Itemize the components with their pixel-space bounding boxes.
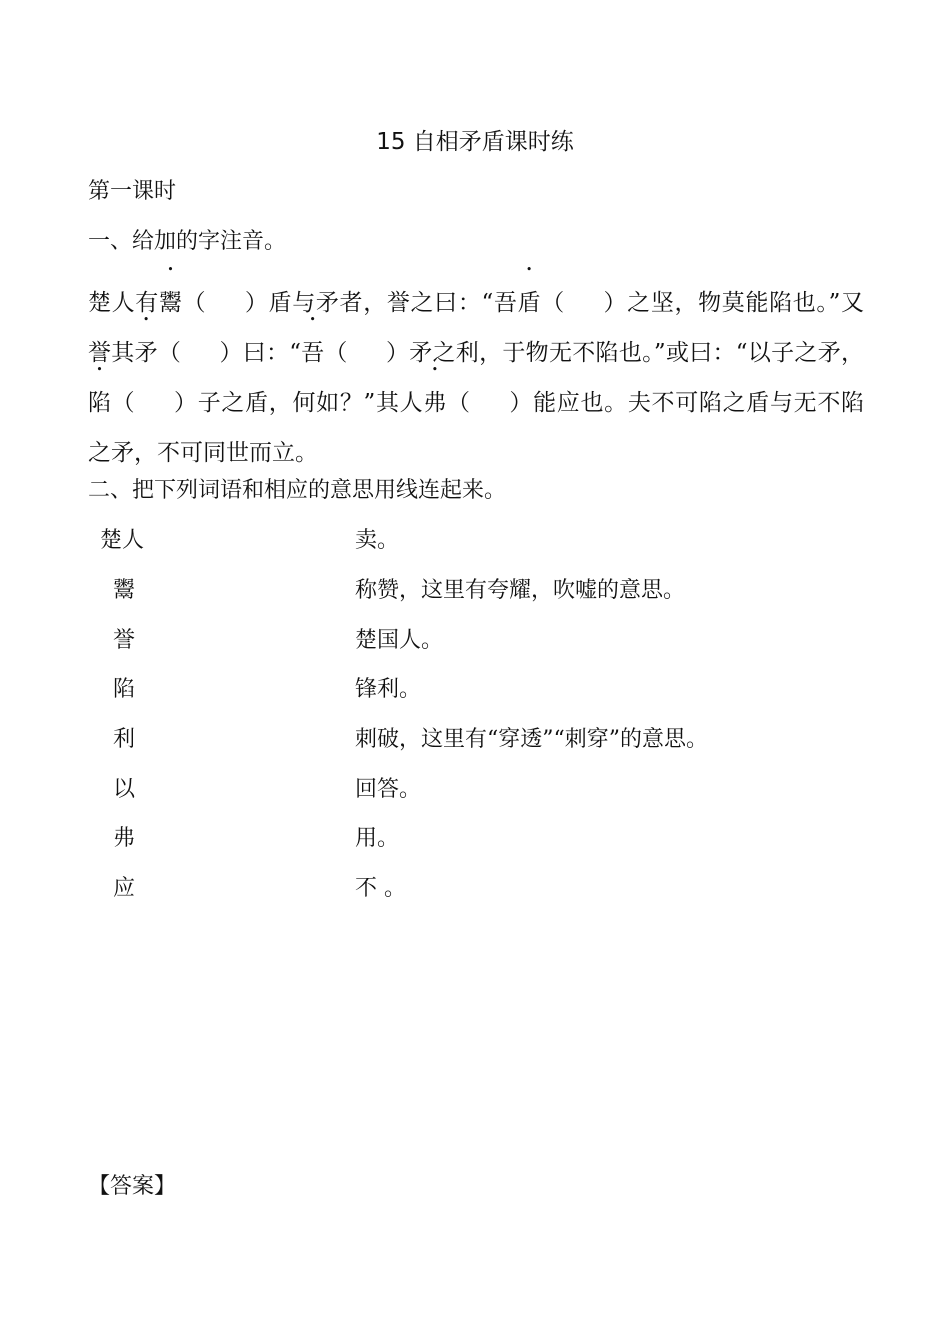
passage-text: ）矛之利，于物无不陷也。”或曰：“以子之矛， — [385, 340, 864, 366]
passage-text: ）之坚，物莫能陷也。”又誉其 — [88, 290, 864, 366]
blank-open: （ — [157, 340, 182, 366]
match-word[interactable]: 以 — [113, 777, 136, 802]
match-word[interactable]: 利 — [113, 727, 136, 752]
match-word[interactable]: 誉 — [113, 628, 136, 653]
page-title: 15 自相矛盾课时练 — [376, 129, 574, 155]
match-meaning[interactable]: 卖。 — [355, 528, 400, 553]
section1-heading: 一、给加的字注音。 — [88, 229, 287, 254]
passage-text: ）子之盾，何如？”其人 — [173, 390, 424, 416]
match-meaning[interactable]: 楚国人。 — [355, 628, 444, 653]
dotted-char: 矛 — [134, 340, 158, 366]
passage-text: ）盾与矛者，誉之曰：“吾 — [244, 290, 518, 316]
blank-open: （ — [324, 340, 348, 366]
match-meaning[interactable]: 刺破，这里有“穿透”“刺穿”的意思。 — [355, 727, 708, 752]
match-meaning[interactable]: 用。 — [355, 826, 400, 851]
passage — [88, 278, 864, 478]
dotted-char: 鬻 — [158, 290, 182, 316]
blank-open: （ — [111, 390, 136, 416]
lesson-label: 第一课时 — [88, 179, 177, 204]
dotted-char: 吾 — [301, 340, 325, 366]
passage-text: ）能应也。夫不可陷之盾与无不陷之矛，不可同世而立。 — [88, 390, 865, 466]
match-word[interactable]: 陷 — [113, 677, 136, 702]
passage-text: ）曰：“ — [219, 340, 302, 366]
match-word[interactable]: 鬻 — [113, 578, 136, 603]
blank-open: （ — [446, 390, 471, 416]
blank-open: （ — [181, 290, 207, 316]
blank-open: （ — [540, 290, 565, 316]
match-meaning[interactable]: 称赞，这里有夸耀，吹嘘的意思。 — [355, 578, 686, 603]
answer-heading: 【答案】 — [88, 1174, 177, 1199]
passage-text: 楚人有 — [88, 290, 159, 316]
match-word[interactable]: 楚人 — [100, 528, 145, 553]
dotted-char: 陷 — [88, 390, 111, 416]
match-meaning[interactable]: 锋利。 — [355, 677, 422, 702]
match-meaning[interactable]: 不 。 — [355, 876, 406, 901]
match-word[interactable]: 弗 — [113, 826, 136, 851]
match-meaning[interactable]: 回答。 — [355, 777, 422, 802]
dotted-char: 弗 — [423, 390, 447, 416]
section2-heading: 二、把下列词语和相应的意思用线连起来。 — [88, 478, 507, 503]
match-word[interactable]: 应 — [113, 876, 136, 901]
dotted-char: 盾 — [517, 290, 541, 316]
